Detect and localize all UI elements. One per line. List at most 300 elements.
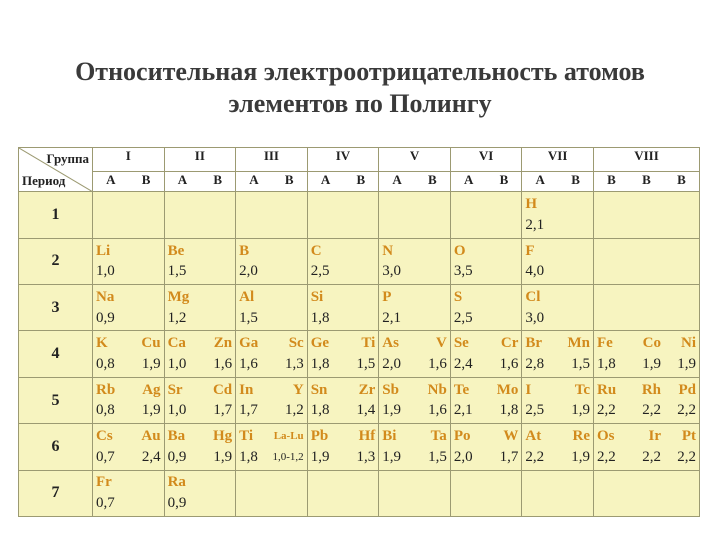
- electronegativity-value: 1,8: [310, 309, 330, 326]
- cell-content: [308, 378, 379, 423]
- cell-content: [93, 424, 164, 469]
- electronegativity-value: 1,5: [356, 356, 376, 372]
- element-a: [451, 378, 486, 423]
- group-header-4: IV: [307, 148, 379, 172]
- element-symbol: Te: [453, 381, 470, 398]
- electronegativity-value: 2,2: [597, 402, 616, 419]
- element-a: [165, 331, 200, 376]
- cell-content: [451, 378, 522, 423]
- subgroup-header-7: [522, 172, 594, 192]
- electronegativity-value: 0,9: [167, 495, 187, 512]
- element: [165, 471, 236, 516]
- element-b: [343, 331, 378, 376]
- element-symbol: H: [525, 196, 538, 213]
- subgroup-letter: В: [571, 172, 580, 188]
- electronegativity-value: 1,7: [213, 402, 233, 419]
- cell-content: [594, 424, 699, 469]
- electronegativity-value: 1,9: [382, 402, 401, 419]
- element-symbol: Sn: [310, 381, 328, 398]
- period-number: 7: [19, 470, 93, 516]
- element-symbol: Au: [141, 428, 161, 445]
- cell-content: [165, 239, 236, 284]
- element-b: [486, 378, 521, 423]
- element-symbol: Fe: [597, 335, 613, 352]
- element-symbol: Sc: [288, 335, 304, 352]
- element-cell: [164, 331, 236, 377]
- cell-content: [93, 192, 164, 237]
- subgroup-header-5: [379, 172, 451, 192]
- element-symbol: Cd: [212, 381, 233, 398]
- element-symbol: Os: [597, 428, 615, 445]
- element-a: [594, 424, 629, 469]
- element-symbol: Rh: [641, 381, 661, 398]
- group-header-3: III: [236, 148, 308, 172]
- element-symbol: Cu: [141, 335, 161, 352]
- cell-content: [451, 331, 522, 376]
- element-symbol: Br: [525, 335, 543, 352]
- element-symbol: S: [453, 288, 463, 305]
- cell-content: [236, 378, 307, 423]
- subgroup-letters: [236, 172, 307, 188]
- element-b: [200, 378, 235, 423]
- electronegativity-value: 1,9: [310, 448, 330, 465]
- table-corner: [19, 148, 93, 192]
- cell-content: [308, 424, 379, 469]
- element-symbol: K: [96, 335, 108, 352]
- electronegativity-value: 2,1: [453, 402, 473, 419]
- electronegativity-value: 1,9: [213, 448, 233, 465]
- element-a: [594, 378, 629, 423]
- subgroup-letters: [379, 172, 450, 188]
- electronegativity-value: 1,0: [167, 356, 187, 372]
- element: [522, 239, 593, 284]
- element-cell: [450, 238, 522, 284]
- element-cell: [594, 238, 700, 284]
- element-cell: [522, 377, 594, 423]
- electronegativity-value: 1,8: [597, 356, 616, 372]
- element-a: [236, 378, 271, 423]
- electronegativity-value: 1,0: [167, 402, 187, 419]
- cell-content: [379, 285, 450, 330]
- electronegativity-value: 1,8: [499, 402, 519, 419]
- element-symbol: Ir: [648, 428, 661, 445]
- subgroup-header-2: [164, 172, 236, 192]
- element-symbol: Ag: [142, 381, 161, 398]
- subgroup-letter: А: [106, 172, 116, 188]
- cell-content: [522, 285, 593, 330]
- group-header-6: VI: [450, 148, 522, 172]
- element-symbol: Tc: [574, 381, 590, 398]
- element-cell: [450, 424, 522, 470]
- subgroup-letters: [451, 172, 522, 188]
- element-cell: [236, 192, 308, 238]
- electronegativity-value: 1,9: [677, 356, 696, 372]
- element-symbol: Pt: [681, 428, 696, 445]
- period-number: 4: [19, 331, 93, 377]
- period-number: 6: [19, 424, 93, 470]
- element-cell: [522, 470, 594, 516]
- element-symbol: Bi: [382, 428, 397, 445]
- element-cell: [236, 424, 308, 470]
- element-symbol: B: [239, 242, 250, 259]
- element-symbol: Hf: [358, 428, 376, 445]
- element-symbol: La-Lu: [273, 430, 304, 443]
- electronegativity-value: 1,7: [239, 402, 258, 419]
- period-number: 1: [19, 192, 93, 238]
- electronegativity-value: 1,6: [428, 356, 447, 372]
- electronegativity-value: 1,3: [356, 448, 376, 465]
- electronegativity-value: 1,8: [239, 448, 258, 465]
- element-a: [308, 424, 343, 469]
- element-b: [486, 331, 521, 376]
- electronegativity-value: 1,6: [213, 356, 233, 372]
- element-symbol: O: [453, 242, 466, 259]
- electronegativity-value: 1,7: [499, 448, 519, 465]
- element-symbol: Sb: [382, 381, 399, 398]
- element-cell: [379, 238, 451, 284]
- element-a: [165, 378, 200, 423]
- electronegativity-value: 1,8: [310, 402, 330, 419]
- element-cell: [164, 238, 236, 284]
- element-cell: [93, 331, 165, 377]
- electronegativity-value: 0,8: [96, 402, 115, 419]
- element-cell: [450, 331, 522, 377]
- cell-content: [165, 331, 236, 376]
- subgroup-letter: В: [607, 172, 616, 188]
- electronegativity-value: 2,2: [677, 402, 696, 419]
- cell-content: [93, 285, 164, 330]
- element: [379, 285, 450, 330]
- electronegativity-table: [18, 147, 700, 517]
- cell-content: [236, 285, 307, 330]
- element-a: [522, 378, 557, 423]
- element-cell: [93, 424, 165, 470]
- electronegativity-value: 1,0: [96, 263, 115, 280]
- element-cell: [236, 238, 308, 284]
- element-cell: [307, 238, 379, 284]
- element-cell: [450, 192, 522, 238]
- electronegativity-value: 3,0: [382, 263, 401, 280]
- group-header-5: V: [379, 148, 451, 172]
- cell-content: [522, 192, 593, 237]
- electronegativity-value: 1,4: [356, 402, 376, 419]
- element-symbol: W: [503, 428, 519, 445]
- element: [451, 285, 522, 330]
- element-a: [165, 424, 200, 469]
- electronegativity-value: 2,2: [642, 402, 661, 419]
- subgroup-header-6: [450, 172, 522, 192]
- subgroup-letter: В: [356, 172, 366, 188]
- element-symbol: Ca: [167, 335, 186, 352]
- element-symbol: Ni: [681, 335, 696, 352]
- element-a: [236, 424, 269, 469]
- element: [522, 192, 593, 237]
- element-b: [415, 331, 450, 376]
- cell-content: [379, 192, 450, 237]
- element: [165, 285, 236, 330]
- cell-content: [522, 471, 593, 516]
- element-b: [629, 424, 664, 469]
- element-symbol: Cl: [525, 288, 541, 305]
- cell-content: [236, 331, 307, 376]
- element-cell: [379, 285, 451, 331]
- element-symbol: In: [239, 381, 254, 398]
- element-a: [522, 331, 557, 376]
- element-symbol: Ge: [310, 335, 330, 352]
- cell-content: [379, 471, 450, 516]
- element: [93, 239, 164, 284]
- group-label: Группа: [46, 151, 89, 166]
- element-b: [271, 378, 306, 423]
- element-cell: [450, 377, 522, 423]
- period-row-5: [19, 377, 700, 423]
- cell-content: [379, 378, 450, 423]
- group-header-8: VIII: [594, 148, 700, 172]
- element-symbol: Al: [239, 288, 255, 305]
- subgroup-letters: [165, 172, 236, 188]
- element-cell: [379, 470, 451, 516]
- element-symbol: Rb: [96, 381, 116, 398]
- element-cell: [307, 331, 379, 377]
- cell-content: [308, 239, 379, 284]
- element-cell: [379, 192, 451, 238]
- element-cell: [522, 424, 594, 470]
- cell-content: [451, 192, 522, 237]
- element: [236, 239, 307, 284]
- element: [308, 239, 379, 284]
- cell-content: [165, 471, 236, 516]
- element-symbol: Sr: [167, 381, 183, 398]
- subgroup-letters: [522, 172, 593, 188]
- electronegativity-value: 1,2: [284, 402, 304, 419]
- cell-content: [93, 239, 164, 284]
- cell-content: [308, 192, 379, 237]
- electronegativity-value: 1,6: [428, 402, 447, 419]
- electronegativity-value: 0,7: [96, 448, 115, 465]
- subgroup-letters: [93, 172, 164, 188]
- element-symbol: Mn: [567, 335, 590, 352]
- element-b: [128, 424, 163, 469]
- subgroup-header-8: [594, 172, 700, 192]
- element-cell: [594, 192, 700, 238]
- electronegativity-value: 0,8: [96, 356, 115, 372]
- element-a: [93, 378, 128, 423]
- element-cell: [164, 424, 236, 470]
- element-b: [270, 424, 307, 469]
- element-cell: [594, 285, 700, 331]
- element-symbol: N: [382, 242, 394, 259]
- element-cell: [594, 331, 700, 377]
- electronegativity-value: 1,8: [310, 356, 330, 372]
- element-c: [664, 331, 699, 376]
- electronegativity-value: 1,5: [571, 356, 590, 372]
- element-symbol: Ta: [430, 428, 447, 445]
- electronegativity-value: 2,5: [310, 263, 330, 280]
- element-b: [271, 331, 306, 376]
- electronegativity-value: 1,5: [428, 448, 447, 465]
- period-label: Период: [22, 173, 66, 189]
- electronegativity-value: 2,4: [141, 448, 161, 465]
- element-b: [629, 331, 664, 376]
- electronegativity-value: 1,6: [239, 356, 258, 372]
- cell-content: [93, 378, 164, 423]
- element-cell: [450, 285, 522, 331]
- element-cell: [236, 285, 308, 331]
- electronegativity-value: 2,5: [525, 402, 545, 419]
- element-cell: [164, 470, 236, 516]
- cell-content: [594, 239, 699, 284]
- subgroup-letter: В: [141, 172, 151, 188]
- subgroup-letter: В: [499, 172, 509, 188]
- element-symbol: C: [310, 242, 322, 259]
- subgroup-letter: В: [213, 172, 222, 188]
- electronegativity-value: 1,9: [571, 448, 590, 465]
- element-cell: [594, 377, 700, 423]
- element-symbol: Zr: [358, 381, 376, 398]
- cell-content: [451, 285, 522, 330]
- element: [308, 285, 379, 330]
- element-symbol: Hg: [212, 428, 233, 445]
- cell-content: [165, 192, 236, 237]
- cell-content: [165, 285, 236, 330]
- electronegativity-value: 3,0: [525, 309, 545, 326]
- element-b: [200, 331, 235, 376]
- element-symbol: Ga: [239, 335, 259, 352]
- cell-content: [236, 424, 307, 469]
- element-symbol: Ba: [167, 428, 186, 445]
- period-row-6: [19, 424, 700, 470]
- electronegativity-value: 1,9: [571, 402, 590, 419]
- electronegativity-value: 2,2: [525, 448, 545, 465]
- element-cell: [594, 470, 700, 516]
- cell-content: [379, 239, 450, 284]
- element-cell: [522, 285, 594, 331]
- element-symbol: Mo: [496, 381, 519, 398]
- element-b: [629, 378, 664, 423]
- element: [165, 239, 236, 284]
- element-cell: [236, 331, 308, 377]
- cell-content: [165, 424, 236, 469]
- element-symbol: Po: [453, 428, 471, 445]
- element-cell: [379, 377, 451, 423]
- subgroup-letter: В: [428, 172, 437, 188]
- electronegativity-value: 2,0: [453, 448, 473, 465]
- element-cell: [164, 285, 236, 331]
- electronegativity-value: 2,0: [239, 263, 258, 280]
- subgroup-letters: [594, 172, 699, 188]
- period-row-1: [19, 192, 700, 238]
- element-b: [200, 424, 235, 469]
- electronegativity-value: 2,0: [382, 356, 401, 372]
- cell-content: [451, 424, 522, 469]
- element-cell: [164, 377, 236, 423]
- subgroup-letter: В: [677, 172, 686, 188]
- title-line-1: Относительная электроотрицательность атомов: [75, 57, 645, 86]
- element-symbol: P: [382, 288, 392, 305]
- cell-content: [594, 192, 699, 237]
- element-b: [343, 378, 378, 423]
- cell-content: [379, 331, 450, 376]
- page-title: [0, 56, 720, 120]
- element-b: [558, 331, 593, 376]
- element-symbol: Zn: [213, 335, 233, 352]
- element-a: [522, 424, 557, 469]
- element-a: [93, 331, 128, 376]
- element-symbol: I: [525, 381, 532, 398]
- element-symbol: At: [525, 428, 542, 445]
- electronegativity-value: 1,6: [499, 356, 519, 372]
- element-symbol: Nb: [427, 381, 447, 398]
- group-header-row: [19, 148, 700, 172]
- element-cell: [379, 424, 451, 470]
- electronegativity-value: 1,9: [382, 448, 401, 465]
- element-cell: [307, 285, 379, 331]
- subgroup-letter: А: [463, 172, 474, 188]
- cell-content: [379, 424, 450, 469]
- element-symbol: Ra: [167, 474, 186, 491]
- element-symbol: Co: [642, 335, 661, 352]
- cell-content: [451, 471, 522, 516]
- element-cell: [93, 470, 165, 516]
- element-cell: [307, 192, 379, 238]
- element-a: [308, 331, 343, 376]
- element-c: [664, 424, 699, 469]
- element-cell: [450, 470, 522, 516]
- element-b: [558, 424, 593, 469]
- element-cell: [307, 424, 379, 470]
- cell-content: [236, 239, 307, 284]
- subgroup-letter: А: [249, 172, 259, 188]
- element-b: [558, 378, 593, 423]
- element-symbol: Pb: [310, 428, 329, 445]
- cell-content: [522, 378, 593, 423]
- element-cell: [522, 192, 594, 238]
- subgroup-letter: В: [642, 172, 651, 188]
- element: [379, 239, 450, 284]
- cell-content: [594, 331, 699, 376]
- element-symbol: Be: [167, 242, 185, 259]
- element-cell: [522, 331, 594, 377]
- element-symbol: Cs: [96, 428, 113, 445]
- element: [236, 285, 307, 330]
- electronegativity-value: 2,1: [525, 216, 545, 233]
- element-a: [379, 424, 414, 469]
- electronegativity-value: 2,1: [382, 309, 401, 326]
- element-b: [486, 424, 521, 469]
- element-symbol: Ti: [361, 335, 376, 352]
- element-symbol: Na: [96, 288, 115, 305]
- cell-content: [236, 192, 307, 237]
- cell-content: [236, 471, 307, 516]
- electronegativity-value: 1,2: [167, 309, 187, 326]
- subgroup-header-row: [19, 172, 700, 192]
- element-symbol: Ti: [239, 428, 254, 445]
- period-row-4: [19, 331, 700, 377]
- element-a: [236, 331, 271, 376]
- element: [93, 471, 164, 516]
- subgroup-letters: [308, 172, 379, 188]
- element-cell: [236, 377, 308, 423]
- subgroup-header-4: [307, 172, 379, 192]
- subgroup-letter: А: [535, 172, 545, 188]
- electronegativity-value: 2,8: [525, 356, 545, 372]
- cell-content: [93, 331, 164, 376]
- element-cell: [307, 470, 379, 516]
- element-symbol: V: [435, 335, 447, 352]
- electronegativity-value: 1,9: [141, 356, 161, 372]
- element-a: [379, 331, 414, 376]
- cell-content: [451, 239, 522, 284]
